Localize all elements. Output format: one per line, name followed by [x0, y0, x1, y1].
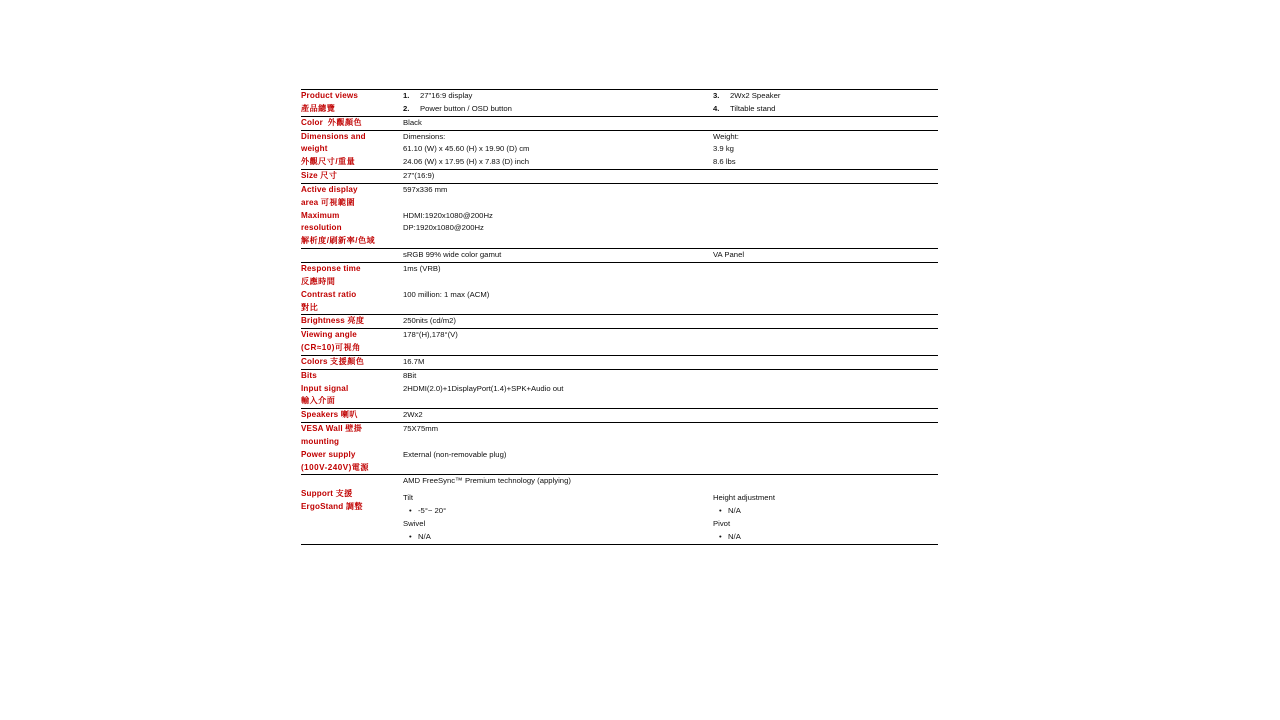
label-text-speakers [301, 409, 403, 422]
list-number: 3. [713, 91, 720, 100]
value-text-dimensions-cm: 61.10 (W) x 45.60 (H) x 19.90 (D) cm [403, 144, 530, 154]
bullet-text: N/A [728, 531, 741, 541]
label-text-en: Brightness [301, 316, 345, 326]
label-text-en: Response time [301, 263, 361, 273]
table-row-color-gamut-panel [301, 249, 938, 263]
label-text-zh: 可視範圍 [320, 197, 356, 207]
label-text-zh: (CR≈10)可視角 [301, 343, 361, 353]
value-text: 27"(16:9) [403, 171, 435, 181]
value-text: 250nits (cd/m2) [403, 316, 456, 326]
value-text: 16.7M [403, 356, 425, 366]
table-row-bits-input-signal [301, 369, 938, 409]
value-text-hdmi: HDMI:1920x1080@200Hz [403, 210, 493, 220]
bullet-text: N/A [728, 506, 741, 516]
label-text-zh: 輸入介面 [301, 396, 336, 406]
label-text-bits: Bits [301, 370, 317, 380]
row-value-viewing-angle [403, 329, 713, 356]
row-label-speakers [301, 409, 403, 423]
label-text-support [301, 488, 403, 501]
label-text-brightness [301, 315, 403, 328]
table-row-vesa-wall-mounting [301, 423, 938, 449]
row-right-size [713, 170, 938, 184]
value-text-weight-title: Weight: [713, 131, 739, 141]
table-row-contrast-ratio [301, 289, 938, 315]
row-label-dimensions-weight [301, 130, 403, 170]
row-right-contrast-ratio [713, 289, 938, 315]
label-text-zh: 外觀顏色 [327, 117, 363, 127]
label-text-zh: 產品總覽 [301, 103, 336, 113]
table-row-power-supply [301, 449, 938, 475]
product-views-list-right [713, 90, 938, 116]
label-text-zh: 外觀尺寸/重量 [301, 157, 356, 167]
table-row-support-ergostand [301, 475, 938, 544]
value-text-weight-lbs: 8.6 lbs [713, 157, 736, 167]
row-right-bits-input-signal [713, 369, 938, 409]
value-text-panel: VA Panel [713, 250, 745, 260]
table-row-active-display-area [301, 183, 938, 209]
table-row-brightness [301, 315, 938, 329]
value-text-pivot-title: Pivot [713, 519, 731, 528]
table-row-size [301, 170, 938, 184]
row-value-colors [403, 355, 713, 369]
value-text-dimensions-inch: 24.06 (W) x 17.95 (H) x 7.83 (D) inch [403, 157, 530, 167]
row-right-active-display-area [713, 183, 938, 209]
row-value-active-display-area [403, 183, 713, 209]
row-right-speakers [713, 409, 938, 423]
bullet-text: N/A [418, 531, 431, 541]
label-text-zh: 支援顏色 [330, 356, 365, 366]
row-label-size [301, 170, 403, 184]
row-label-power-supply [301, 449, 403, 475]
row-value-power-supply [403, 449, 713, 475]
value-text-weight-kg: 3.9 kg [713, 144, 734, 154]
row-right-viewing-angle [713, 329, 938, 356]
row-value-support-ergostand [403, 475, 713, 544]
value-text: 2Wx2 [403, 410, 423, 420]
value-text: 75X75mm [403, 424, 439, 434]
row-value-response-time [403, 262, 713, 288]
row-right-response-time [713, 262, 938, 288]
table-row-color [301, 116, 938, 130]
row-value-size [403, 170, 713, 184]
value-text-swivel-bullet [403, 531, 713, 544]
value-text: 178°(H),178°(V) [403, 330, 458, 340]
label-text-en: Viewing angle [301, 330, 357, 340]
label-spacer [301, 475, 403, 488]
list-text: Power button / OSD button [420, 103, 512, 113]
value-text-height-bullet [713, 505, 938, 518]
table-row-product-views [301, 90, 938, 117]
row-right-colors [713, 355, 938, 369]
row-label-brightness [301, 315, 403, 329]
label-text-en: Color [301, 117, 323, 127]
row-label-color [301, 116, 403, 130]
list-item [713, 90, 938, 103]
bullet-icon: • [719, 506, 722, 516]
list-text: 2Wx2 Speaker [730, 91, 781, 100]
bullet-icon: • [719, 531, 722, 541]
value-text: External (non-removable plug) [403, 449, 507, 459]
table-row-dimensions-weight [301, 130, 938, 170]
row-value-color-gamut [403, 249, 713, 263]
bullet-text: -5°~ 20° [418, 506, 447, 516]
bullet-icon: • [409, 531, 412, 541]
row-label-contrast-ratio [301, 289, 403, 315]
label-text-zh: 亮度 [347, 316, 365, 326]
label-text-en-line2 [301, 197, 403, 210]
value-text-pivot-bullet [713, 531, 938, 544]
label-text-colors [301, 356, 403, 369]
value-text-bits: 8Bit [403, 370, 417, 380]
row-label-bits-input-signal [301, 369, 403, 409]
value-text-dimensions-title: Dimensions: [403, 131, 446, 141]
label-text-en-line1: Active display [301, 184, 358, 194]
product-views-list-left [403, 90, 713, 116]
right-spacer [713, 475, 938, 488]
label-text-zh: 解析度/刷新率/色域 [301, 236, 376, 246]
label-text-input-signal: Input signal [301, 383, 349, 393]
row-value-maximum-resolution [403, 210, 713, 249]
label-text-en: Product views [301, 91, 358, 100]
label-text-en: Support [301, 489, 334, 499]
label-text-zh: 對比 [301, 302, 319, 312]
table-row-response-time [301, 262, 938, 288]
value-text-tilt-title: Tilt [403, 493, 413, 503]
row-value-product-views [403, 90, 713, 117]
label-text-en-line1: Maximum [301, 210, 340, 220]
value-text-height-title: Height adjustment [713, 493, 775, 503]
row-label-response-time [301, 262, 403, 288]
label-text-en: Speakers [301, 410, 339, 420]
value-text: 100 million: 1 max (ACM) [403, 289, 490, 299]
label-text-size [301, 170, 403, 183]
value-text-dp: DP:1920x1080@200Hz [403, 223, 484, 233]
row-label-product-views [301, 90, 403, 117]
row-right-product-views [713, 90, 938, 117]
label-text-en: Power supply [301, 449, 356, 459]
label-text-en: Size [301, 171, 318, 181]
row-label-colors [301, 355, 403, 369]
bullet-icon: • [409, 506, 412, 516]
label-text-en-line2: mounting [301, 436, 340, 446]
list-number: 1. [403, 91, 410, 100]
label-text-zh: 尺寸 [320, 171, 338, 181]
row-right-color [713, 116, 938, 130]
row-right-brightness [713, 315, 938, 329]
list-text: 27"16:9 display [420, 91, 473, 100]
label-text-en: Colors [301, 356, 328, 366]
label-text-en: area [301, 197, 319, 207]
label-text-ergostand [301, 501, 403, 514]
value-text: 1ms (VRB) [403, 263, 441, 273]
label-text-zh: 壁掛 [345, 424, 363, 434]
label-text-en-line2: weight [301, 144, 328, 154]
list-item [403, 103, 713, 116]
specification-table [301, 89, 938, 545]
label-text-zh: 支援 [335, 489, 353, 499]
label-text-en-line2: resolution [301, 223, 342, 233]
label-text-en: Contrast ratio [301, 289, 357, 299]
value-text-gamut: sRGB 99% wide color gamut [403, 250, 502, 260]
row-value-brightness [403, 315, 713, 329]
list-number: 4. [713, 103, 720, 113]
row-label-maximum-resolution [301, 210, 403, 249]
table-row-viewing-angle [301, 329, 938, 356]
row-label-active-display-area [301, 183, 403, 209]
label-text-zh: 反應時間 [301, 276, 336, 286]
label-text-en-line1: Dimensions and [301, 131, 366, 141]
row-right-power-supply [713, 449, 938, 475]
list-item [713, 103, 938, 116]
row-right-panel-type [713, 249, 938, 263]
list-item [403, 90, 713, 103]
list-number: 2. [403, 103, 410, 113]
table-row-speakers [301, 409, 938, 423]
row-value-speakers [403, 409, 713, 423]
row-value-bits-input-signal [403, 369, 713, 409]
row-label-vesa-wall-mounting [301, 423, 403, 449]
list-text: Tiltable stand [730, 103, 776, 113]
label-text-en: ErgoStand [301, 502, 344, 512]
label-text-zh: 調整 [345, 502, 363, 512]
label-text-zh: (100V-240V)電源 [301, 462, 369, 472]
row-right-support-ergostand [713, 475, 938, 544]
value-text-swivel-title: Swivel [403, 519, 426, 528]
row-right-maximum-resolution [713, 210, 938, 249]
row-label-viewing-angle [301, 329, 403, 356]
value-text: Black [403, 117, 422, 127]
label-text-zh: 喇叭 [340, 410, 358, 420]
value-text: 597x336 mm [403, 184, 448, 194]
value-text-tilt-bullet [403, 505, 713, 518]
row-right-weight [713, 130, 938, 170]
row-value-dimensions [403, 130, 713, 170]
label-text-color [301, 117, 403, 130]
value-text-input-signal: 2HDMI(2.0)+1DisplayPort(1.4)+SPK+Audio out [403, 383, 564, 393]
row-value-contrast-ratio [403, 289, 713, 315]
row-right-vesa-wall-mounting [713, 423, 938, 449]
label-text-en: VESA Wall [301, 424, 343, 434]
row-label-color-gamut-panel [301, 249, 403, 263]
value-text-freesync: AMD FreeSync™ Premium technology (applying) [403, 476, 571, 486]
row-value-vesa-wall-mounting [403, 423, 713, 449]
label-text-en-line1 [301, 423, 403, 436]
row-value-color [403, 116, 713, 130]
row-label-support-ergostand [301, 475, 403, 544]
table-row-maximum-resolution [301, 210, 938, 249]
table-row-colors [301, 355, 938, 369]
